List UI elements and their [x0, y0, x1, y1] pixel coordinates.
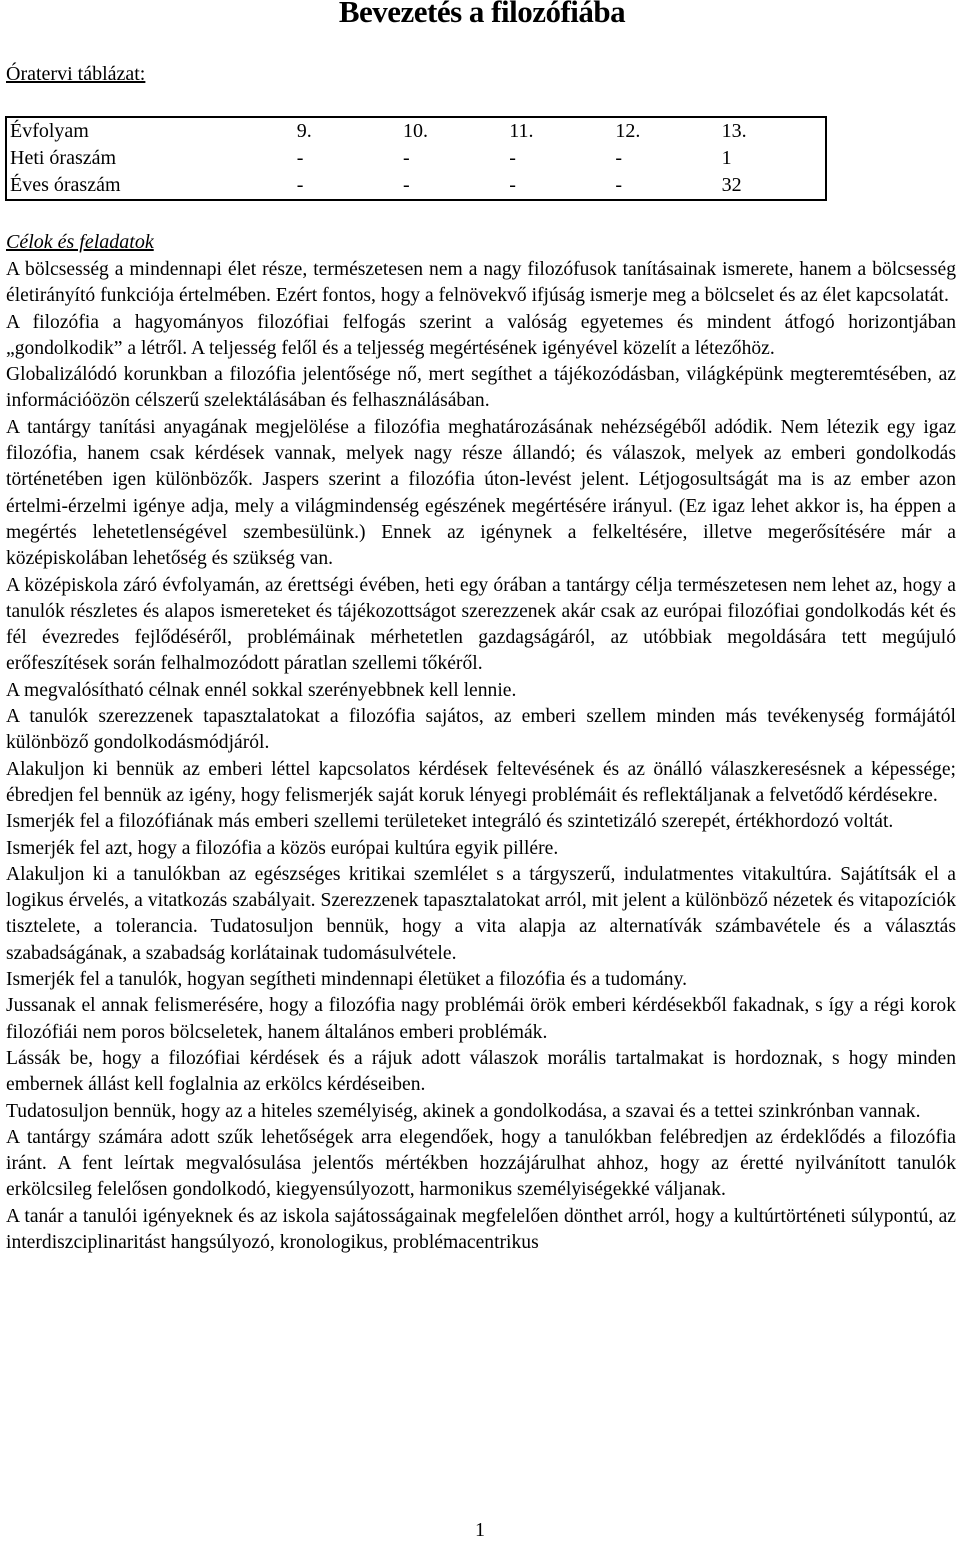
table-cell: Évfolyam [10, 120, 89, 142]
table-cell: - [296, 147, 304, 169]
body-text [6, 257, 956, 1256]
paragraph: A tanulók szerezzenek tapasztalatokat a filozófia sajátos, az emberi szellem minden más tevékenység formájától különböző gondolkodásmódjáról. [6, 706, 956, 754]
table-header-row [6, 117, 826, 145]
paragraph: A tantárgy számára adott szűk lehetőségek arra elegendőek, hogy a tanulókban felébredjen az érdeklődés a filozófia iránt. A fent leírtak megvalósulása jelentős mértékben hozzájárulhat ahhoz, hogy az éretté nyilvánított tanulók erkölcsileg felelősen gondolkodó, kiegyensúlyozott, harmonikus személyiségekké váljanak. [6, 1126, 956, 1201]
paragraph: A filozófia a hagyományos filozófiai felfogás szerint a valóság egyetemes és mindent átfogó horizontjában „gondolkodik” a létről. A teljesség felől és a teljesség megértésének igényével közelít a létezőhöz. [6, 311, 956, 359]
paragraph: Ismerjék fel a tanulók, hogyan segítheti mindennapi életüket a filozófia és a tudomány. [6, 969, 688, 991]
paragraph: A megvalósítható célnak ennél sokkal szerényebbnek kell lennie. [6, 679, 517, 701]
paragraph: Tudatosuljon bennük, hogy az a hiteles személyiség, akinek a gondolkodása, a szavai és a tettei szinkrónban vannak. [6, 1100, 921, 1122]
table-cell: - [615, 174, 623, 196]
table-cell: 10. [402, 120, 428, 142]
paragraph: Lássák be, hogy a filozófiai kérdések és a rájuk adott válaszok morális tartalmakat is hordoznak, s hogy minden embernek állást kell foglalnia az erkölcs kérdéseiben. [6, 1047, 956, 1096]
table-cell: - [402, 147, 410, 169]
paragraph: A tanár a tanulói igényeknek és az iskola sajátosságainak megfelelően dönthet arról, hogy a kultúrtörténeti súlypontú, az interdiszciplinaritást hangsúlyozó, kronologikus, problémacentrikus [6, 1205, 956, 1253]
table-cell: 13. [721, 120, 747, 142]
table-cell: Heti óraszám [10, 147, 117, 169]
table-cell: - [402, 174, 410, 196]
paragraph: A középiskola záró évfolyamán, az érettségi évében, heti egy órában a tantárgy célja természetesen nem lehet az, hogy a tanulók részletes és alapos ismereteket és tájékozottságot szerezzenek akár csak az európai filozófiai gondolkodás két és fél évezredes fejlődéséről, problémáinak mérhetetlen gazdagságáról, az utóbbiak megoldására tett megújuló erőfeszítések során felhalmozódott páratlan szellemi tőkéről. [6, 574, 956, 675]
page-title-text: Bevezetés a filozófiába [338, 0, 626, 29]
paragraph: A bölcsesség a mindennapi élet része, természetesen nem a nagy filozófusok tanításainak ismerete, hanem a bölcsesség életirányító funkciója értelmében. Ezért fontos, hogy a felnövekvő ifjúság ismerje meg a bölcselet és az élet kapcsolatát. [6, 259, 956, 307]
table-cell: - [615, 147, 623, 169]
table-cell: - [296, 174, 304, 196]
table-cell: - [509, 174, 516, 196]
paragraph: Jussanak el annak felismerésére, hogy a filozófia nagy problémái örök emberi kérdésekből fakadnak, s így a régi korok filozófiái nem poros bölcseletek, hanem általános emberi problémák. [6, 995, 956, 1043]
table-row [6, 145, 826, 172]
paragraph: Alakuljon ki a tanulókban az egészséges kritikai szemlélet s a tárgyszerű, indulatmentes vitakultúra. Sajátítsák el a logikus érvelés, a vitatkozás szabályait. Szerezzenek tapasztalatokat arról, mit jelent a különböző nézetek és vitapozíciók tisztelete, a tolerancia. Tudatosuljon bennük, hogy a vita alapja az alternatívák számbavétele és a választás szabadságának, a szabadság korlátainak tudomásulvétele. [6, 863, 956, 964]
schedule-table [5, 116, 827, 201]
page-number: 1 [475, 1519, 485, 1541]
table-cell: 32 [721, 174, 742, 196]
section-heading: Célok és feladatok [6, 231, 154, 253]
paragraph: Globalizálódó korunkban a filozófia jelentősége nő, mert segíthet a tájékozódásban, világképünk megteremtésében, az információözön célszerű szelektálásában és felhasználásában. [6, 364, 956, 412]
table-cell: Éves óraszám [10, 174, 121, 196]
paragraph: Ismerjék fel azt, hogy a filozófia a közös európai kultúra egyik pillére. [6, 837, 559, 859]
table-cell: 9. [296, 120, 312, 142]
table-cell: 1 [721, 147, 732, 169]
paragraph: Ismerjék fel a filozófiának más emberi szellemi területeket integráló és szintetizáló szerepét, értékhordozó voltát. [6, 811, 894, 833]
page-title [0, 0, 960, 30]
table-cell: - [509, 147, 516, 169]
table-cell: 11. [509, 120, 534, 142]
table-row [6, 172, 826, 200]
paragraph: A tantárgy tanítási anyagának megjelölése a filozófia meghatározásának nehézségéből adódik. Nem létezik egy igaz filozófia, hanem csak kérdések vannak, melyek nagy része állandó; és válaszok, melyek az emberi gondolkodás történetében igen különbözők. Jaspers szerint a filozófia úton-levést jelent. Létjogosultságát ma is az ember azon értelmi-érzelmi igénye adja, mely a világmindenség egészének megértésére irányul. (Ez igaz lehet akkor is, ha éppen a megértés lehetetlenségével szembesülünk.) Ennek az igénynek a felkeltésére, illetve megerősítésére már a középiskolában lehetőség és szükség van. [6, 416, 956, 570]
paragraph: Alakuljon ki bennük az emberi léttel kapcsolatos kérdések feltevésének és az önálló válaszkeresésnek a képessége; ébredjen fel bennük az igény, hogy felismerjék saját koruk lényegi problémáit és reflektáljanak a felvetődő kérdésekre. [6, 758, 956, 806]
schedule-label: Óratervi táblázat: [6, 63, 146, 85]
table-cell: 12. [615, 120, 641, 142]
